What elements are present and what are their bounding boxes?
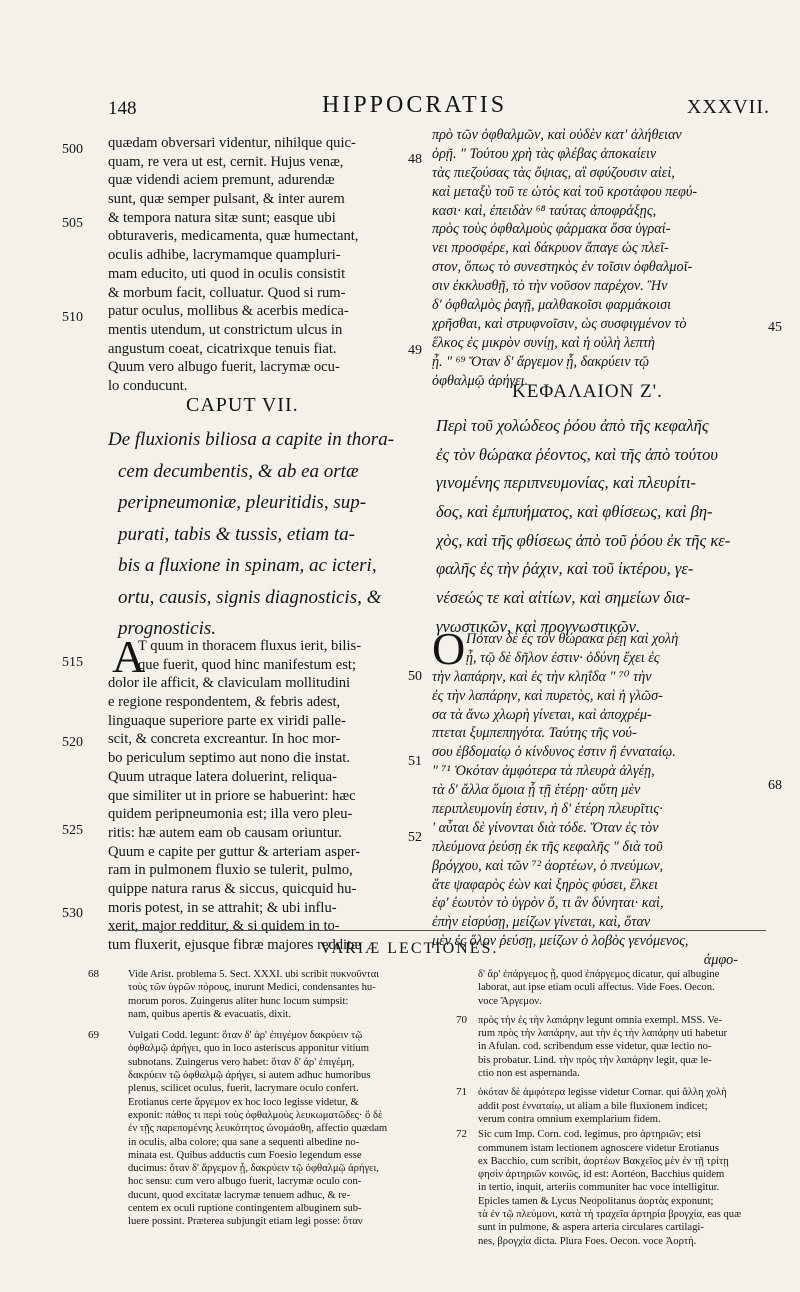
summary-line: ortu, causis, signis diagnosticis, & <box>118 586 382 608</box>
text-line: T quum in thoracem fluxus ierit, bilis- <box>138 638 362 654</box>
footnote-line: in tertio, inquit, arteriis communiter hac voce intelligitur. <box>478 1182 720 1194</box>
greek-top-paragraph <box>432 126 762 390</box>
summary-line: cem decumbentis, & ab ea ortæ <box>118 460 359 482</box>
line-number: 48 <box>408 152 422 167</box>
footnote-line: exponit: πάθος τι περὶ τοὺς ὀφθαλμοὺς λευκωματῶδες· ὅ δὲ <box>128 1109 383 1121</box>
summary-line: νέσεώς τε καὶ αἰτίων, καὶ σημείων δια- <box>436 588 691 608</box>
greek-chapter-summary <box>436 412 761 642</box>
line-number: 505 <box>62 216 83 231</box>
text-line: καὶ μεταξὺ τοῦ τε ὠτὸς καὶ τοῦ κροτάφου πεφύ- <box>432 183 698 200</box>
footnote-line: ex Bacchio, cum scribit, ἀορτέων Βακχεῖος μὲν ἐν τῇ τρίτῃ <box>478 1155 729 1167</box>
summary-line: ἐς τὸν θώρακα ῥέοντος, καὶ τῆς ἀπὸ τούτου <box>436 444 718 464</box>
footnote-line: Erotianus certe ἄργεμον ex hoc loco legisse videtur, & <box>128 1096 359 1108</box>
footnote-line: hoc sensu: cum vero albugo fuerit, lacrymæ oculo con- <box>128 1176 362 1188</box>
latin-chapter-summary <box>108 424 430 645</box>
section-number: XXXVII. <box>686 96 770 118</box>
text-line: ὁρῇ. " Τούτου χρὴ τὰς φλέβας ἀποκαίειν <box>432 145 657 162</box>
summary-line: De fluxionis biliosa a capite in thora- <box>108 429 395 450</box>
text-line: que similiter ut in priore se habuerint: hæc <box>108 787 356 804</box>
footnote-line: πρὸς τὴν ἐς τὴν λαπάρην legunt omnia exempl. MSS. Ve- <box>478 1014 723 1026</box>
footnote-line: communem istam lectionem agnoscere videtur Erotianus <box>478 1142 719 1154</box>
text-line: περιπλευμονίη ἐστιν, ἡ δ' ἑτέρη πλευρῖτις· <box>432 801 663 818</box>
text-line: dolor ile afficit, & claviculam mollitudini <box>108 675 351 692</box>
footnote <box>88 1029 448 1228</box>
text-line: Quum utraque latera doluerint, reliqua- <box>108 768 337 785</box>
text-line: σιν ἐκκλυσθῇ, τὸ τὴν νοῦσον παρέχον. Ἢν <box>432 278 668 295</box>
text-line: quædam obversari videntur, nihilque quic- <box>108 135 356 151</box>
summary-line: φαλῆς ἐς τὴν ῥάχιν, καὶ τοῦ ἰκτέρου, γε- <box>436 559 694 579</box>
footnote-line: τοὺς τῶν ὑγρῶν πόρους, inurunt Medici, condensantes hu- <box>128 982 376 994</box>
text-line: angustum coeat, cicatrixque tenuis fiat. <box>108 340 337 357</box>
text-line: Quum e capite per guttur & arteriam asper- <box>108 843 361 860</box>
text-line: tum fluxerit, ejusque fibræ majores redditæ <box>108 937 361 953</box>
text-line: linguaque superiore parte ex viridi palle- <box>108 712 346 729</box>
text-line: δ' ὀφθαλμὸς ῥαγῇ, μαλθακοῖσι φαρμάκοισι <box>432 297 672 314</box>
footnote-number: 72 <box>456 1128 467 1141</box>
footnote-number: 70 <box>456 1013 467 1026</box>
footnote-line: morum poros. Zuingerus aliter hunc locum sumpsit: <box>128 995 349 1007</box>
line-number: 515 <box>62 655 83 670</box>
footnote-line: addit post ἐνναταίῳ, ut aliam a bile fluxionem indicet; <box>478 1100 708 1112</box>
variae-lectiones-heading: VARIÆ LECTIONES. <box>320 940 499 957</box>
divider <box>108 930 766 931</box>
line-number: 45 <box>768 320 782 335</box>
greek-main-paragraph <box>432 630 762 970</box>
footnote-line: plenus, scilicet oculus, fuerit, lacrymare oculo confert. <box>128 1083 359 1095</box>
summary-line: Περὶ τοῦ χολώδεος ῥόου ἀπὸ τῆς κεφαλῆς <box>436 416 709 435</box>
text-line: κασι· καὶ, ἐπειδὰν ⁶⁸ ταύτας ἀποφράξῃς, <box>432 202 657 219</box>
line-number: 49 <box>408 343 422 358</box>
text-line: quæ videndi aciem premunt, adurendæ <box>108 172 335 189</box>
footnote-number: 68 <box>88 968 99 980</box>
text-line: ἀμφο- <box>703 952 738 969</box>
text-line: moris potest, in se attrahit; & ubi influ- <box>108 899 337 916</box>
text-line: τὰς πιεζούσας τὰς ὄψιας, αἳ σφύζουσιν αἰεὶ, <box>432 164 675 181</box>
footnote-line: subnotans. Zuingerus vero habet: ὅταν δ' ἀρ' ἐπιγέμη, <box>128 1056 355 1068</box>
line-number: 52 <box>408 830 422 845</box>
summary-line: bis a fluxione in spinam, ac icteri, <box>118 555 377 576</box>
text-line: & morbum facit, colluatur. Quod si rum- <box>108 284 346 301</box>
text-line: e regione respondentem, & febris adest, <box>108 694 341 711</box>
chapter-heading-greek: ΚΕΦΑΛΑΙΟΝ Ζ'. <box>512 381 663 402</box>
footnote-line: Epicles tamen & Lycus Neopolitanus ἀορτὰς exponunt; <box>478 1195 714 1207</box>
text-line: χρῆσθαι, καὶ στρυφνοῖσιν, ὡς συσφιγμένον τὸ <box>432 315 687 332</box>
text-line: πρὸ τῶν ὀφθαλμῶν, καὶ οὐδὲν κατ' ἀλήθειαν <box>432 127 682 143</box>
text-line: & tempora natura sitæ sunt; easque ubi <box>108 209 336 226</box>
summary-line: prognosticis. <box>118 618 216 639</box>
footnote-line: ctio non est aspernanda. <box>478 1068 580 1080</box>
text-line: ritis: hæ autem eam ob causam oriuntur. <box>108 824 342 841</box>
footnote <box>464 968 772 1008</box>
latin-top-paragraph <box>108 134 430 396</box>
footnote-line: Vulgati Codd. legunt: ὅταν δ' ἀρ' ἐπιγέμον δακρύειν τῷ <box>128 1030 363 1042</box>
footnote <box>456 1013 772 1080</box>
page-number: 148 <box>108 98 137 119</box>
text-line: bo periculum septimo aut nono die instat. <box>108 750 350 767</box>
latin-drop-cap: A <box>112 631 146 682</box>
text-line: ἕλκος ἐς μικρὸν συνίῃ, καὶ ἡ οὐλὴ λεπτὴ <box>432 334 655 351</box>
footnote-number: 71 <box>456 1086 467 1099</box>
footnote-line: ὀφθαλμῷ ἀρήγει, quo in loco asteriscus apponitur vitium <box>128 1043 370 1055</box>
footnote-line: ducimus: ὅταν δ' ἄργεμον ᾖ, δακρύειν τῷ ὀφθαλμῷ ἀρήγει, <box>128 1163 379 1175</box>
greek-drop-cap: Ο <box>432 623 466 674</box>
text-line: πλεύμονα ῥεύσῃ ἐκ τῆς κεφαλῆς " διὰ τοῦ <box>432 838 663 855</box>
footnote-line: nes, βρογχία dicta. Plura Foes. Oecon. voce Ἀορτή. <box>478 1235 697 1247</box>
text-line: patur oculus, mollibus & acerbis medica- <box>108 303 349 320</box>
text-line: τὴν λαπάρην, καὶ ἐς τὴν κληΐδα " ⁷⁰ τὴν <box>432 668 652 685</box>
text-line: ἐφ' ἑωυτὸν τὸ ὑγρὸν ὅ, τι ἂν δύνηται· καὶ, <box>432 895 664 912</box>
footnote-line: ἐν τῇς παρεπομένης λευκότητος ὠνομάσθη, affectio quædam <box>128 1123 388 1135</box>
summary-line: δος, καὶ ἐμπυήματος, καὶ φθίσεως, καὶ βη- <box>436 502 713 522</box>
footnote <box>88 968 448 1021</box>
footnote-line: τὰ ἐν τῷ πλεύμονι, κατὰ τὴ τραχεῖα ἀρτηρία βρογχία, eas quæ <box>478 1209 742 1221</box>
footnote-line: ducunt, quod excitatæ lacrymæ tenuem adhuc, & re- <box>128 1189 351 1201</box>
summary-line: χὸς, καὶ τῆς φθίσεως ἀπὸ τοῦ ῥόου ἐκ τῆς κε- <box>436 530 731 550</box>
text-line: ἐπὴν εἰσρύσῃ, μείζων γίνεται, καὶ, ὅταν <box>432 914 651 931</box>
text-line: ram in pulmonem fluxio se tulerit, pulmo, <box>108 862 353 879</box>
text-line: βρόγχου, καὶ τῶν ⁷² ἀορτέων, ὁ πνεύμων, <box>432 857 664 874</box>
summary-line: purati, tabis & tussis, etiam ta- <box>118 523 355 545</box>
text-line: νει προσφέρε, καὶ δάκρυον ἄπαγε ὡς πλεῖ- <box>432 240 669 257</box>
text-line: Πόταν δὲ ἐς τὸν θώρακα ῥέῃ καὶ χολὴ <box>466 631 679 647</box>
line-number: 50 <box>408 669 422 684</box>
chapter-heading-latin: CAPUT VII. <box>186 394 299 416</box>
text-line: σου ἑβδομαίῳ ὁ κίνδυνος ἐστιν ἢ ἐνναταίῳ. <box>432 744 676 761</box>
footnote-line: Vide Arist. problema 5. Sect. XXXI. ubi scribit πυκνοῦνται <box>128 969 380 980</box>
footnote-line: centem ex oculi ruptione contingentem albuginem sub- <box>128 1203 362 1215</box>
line-number: 530 <box>62 906 83 921</box>
line-number: 68 <box>768 778 782 793</box>
footnote-number: 69 <box>88 1029 99 1042</box>
text-line: ὀφθαλμῷ ἀρήγει. <box>432 372 529 389</box>
summary-line: peripneumoniæ, pleuritidis, sup- <box>118 492 367 513</box>
footnote-line: luere possint. Præterea subjungit etiam legi posse: ὅταν <box>128 1216 363 1228</box>
footnotes-left <box>88 968 448 1229</box>
text-line: quippe natura rarus & siccus, quicquid hu- <box>108 880 357 897</box>
footnote-line: rum πρὸς τὴν λαπάρην, aut τὴν ἐς τὴν λαπάρην uti habetur <box>478 1028 728 1040</box>
text-line: sunt, quæ semper pulsant, & inter aurem <box>108 191 345 208</box>
text-line: ' αὗται δὲ γίνονται διὰ τόδε. Ὅταν ἐς τὸν <box>432 819 659 836</box>
text-line: lo conducunt. <box>108 377 188 394</box>
text-line: mam educito, uti quod in oculis consistit <box>108 265 346 282</box>
text-line: τὰ δ' ἄλλα ὅμοια ᾖ τῇ ἑτέρῃ· αὕτη μὲν <box>432 782 641 799</box>
line-number: 520 <box>62 735 83 750</box>
text-line: mentis utendum, ut constrictum ulcus in <box>108 321 343 338</box>
text-line: " ⁷¹ Ὁκόταν ἀμφότερα τὰ πλευρὰ ἀλγέῃ, <box>432 763 655 780</box>
footnote-line: nam, quibus apertis & evacuatis, dixit. <box>128 1008 291 1020</box>
text-line: ἅτε ψαφαρὸς ἐὼν καὶ ξηρὸς φύσει, ἕλκει <box>432 876 659 893</box>
footnote-line: δ' ἄρ' ἐπάργεμος ᾖ, quod ἐπάργεμος dicatur, qui albugine <box>478 969 720 980</box>
text-line: σα τὰ ἄνω χλωρὴ γίνεται, καὶ ἀποχρέμ- <box>432 706 652 723</box>
page-header <box>108 92 770 120</box>
line-number: 525 <box>62 823 83 838</box>
footnote-line: bis probatur. Lind. τὴν πρὸς τὴν λαπάρην legit, quæ le- <box>478 1054 712 1066</box>
text-line: ἐς τὴν λαπάρην, καὶ πυρετὸς, καὶ ἡ γλῶσ- <box>432 687 663 704</box>
text-line: xerit, major redditur, & si quidem in to- <box>108 918 340 935</box>
line-number: 51 <box>408 754 422 769</box>
footnote-line: laborat, aut ipse etiam oculi affectus. Vide Foes. Oecon. <box>478 982 715 994</box>
text-line: στον, ὅπως τὸ συνεστηκὸς ἐν τοῖσιν ὀφθαλμοῖ- <box>432 259 693 276</box>
footnote-line: Sic cum Imp. Corn. cod. legimus, pro ἀρτηριῶν; etsi <box>478 1129 701 1141</box>
text-line: scit, & concreta excreantur. In hoc mor- <box>108 731 341 748</box>
footnote-line: in oculis, alba colore; qua sane a sequenti albedine no- <box>128 1136 360 1148</box>
footnote-line: δακρύειν τῷ ὀφθαλμῷ ἀρήγει, si autem adhuc humoribus <box>128 1070 371 1082</box>
text-line: que fuerit, quod hinc manifestum est; <box>138 656 357 673</box>
summary-line: γνωστικῶν, καὶ προγνωστικῶν. <box>436 616 641 636</box>
line-number: 500 <box>62 142 83 157</box>
footnote-line: voce Ἄργεμον. <box>478 995 542 1007</box>
footnote-line: minata est. Quibus adductis cum Foesio legendum esse <box>128 1149 362 1161</box>
footnote-line: φησὶν ἀρτηριῶν κοινῶς, id est: Aortéon, Bacchius quidem <box>478 1169 725 1181</box>
text-line: μὲν ἐς ὅλον ῥεύσῃ, μείζων ὁ λοβὸς γενόμενος, <box>432 933 689 950</box>
text-line: quidem peripneumonia est; illa vero pleu- <box>108 806 353 823</box>
text-line: ᾖ, τῷ δὲ δῆλον ἐστιν· ὀδύνη ἔχει ἐς <box>466 649 660 666</box>
text-line: πρὸς τοὺς ὀφθαλμοὺς φάρμακα ὅσα ὑγραί- <box>432 221 671 238</box>
text-line: obturaveris, medicamenta, quæ humectant, <box>108 228 359 245</box>
footnote-line: in Afulan. cod. scribendum esse videtur, quæ lectio no- <box>478 1041 712 1053</box>
text-line: πτεται ξυμπεπηγότα. Ταύτης τῆς νού- <box>432 725 637 742</box>
footnotes-right <box>456 968 772 1248</box>
text-line: oculis adhibe, lacrymamque quampluri- <box>108 247 341 264</box>
summary-line: γινομένης περιπνευμονίας, καὶ πλευρίτι- <box>436 473 697 493</box>
text-line: quam, re vera ut est, cernit. Hujus venæ, <box>108 153 344 170</box>
footnote <box>456 1128 772 1248</box>
footnote-line: verum contra omnium exemplarium fidem. <box>478 1113 661 1125</box>
text-line: Quum vero albugo fuerit, lacrymæ ocu- <box>108 359 340 376</box>
footnote-line: sunt in pulmone, & aspera arteria circulares cartilagi- <box>478 1222 704 1234</box>
running-title: HIPPOCRATIS <box>322 92 508 118</box>
footnote <box>456 1086 772 1126</box>
latin-main-paragraph <box>108 637 430 955</box>
line-number: 510 <box>62 310 83 325</box>
footnote-line: ὁκόταν δὲ ἀμφότερα legisse videtur Cornar. qui ἄλλη χολὴ <box>478 1087 727 1099</box>
text-line: ᾖ. " ⁶⁹ Ὅταν δ' ἄργεμον ᾖ, δακρύειν τῷ <box>432 353 650 370</box>
